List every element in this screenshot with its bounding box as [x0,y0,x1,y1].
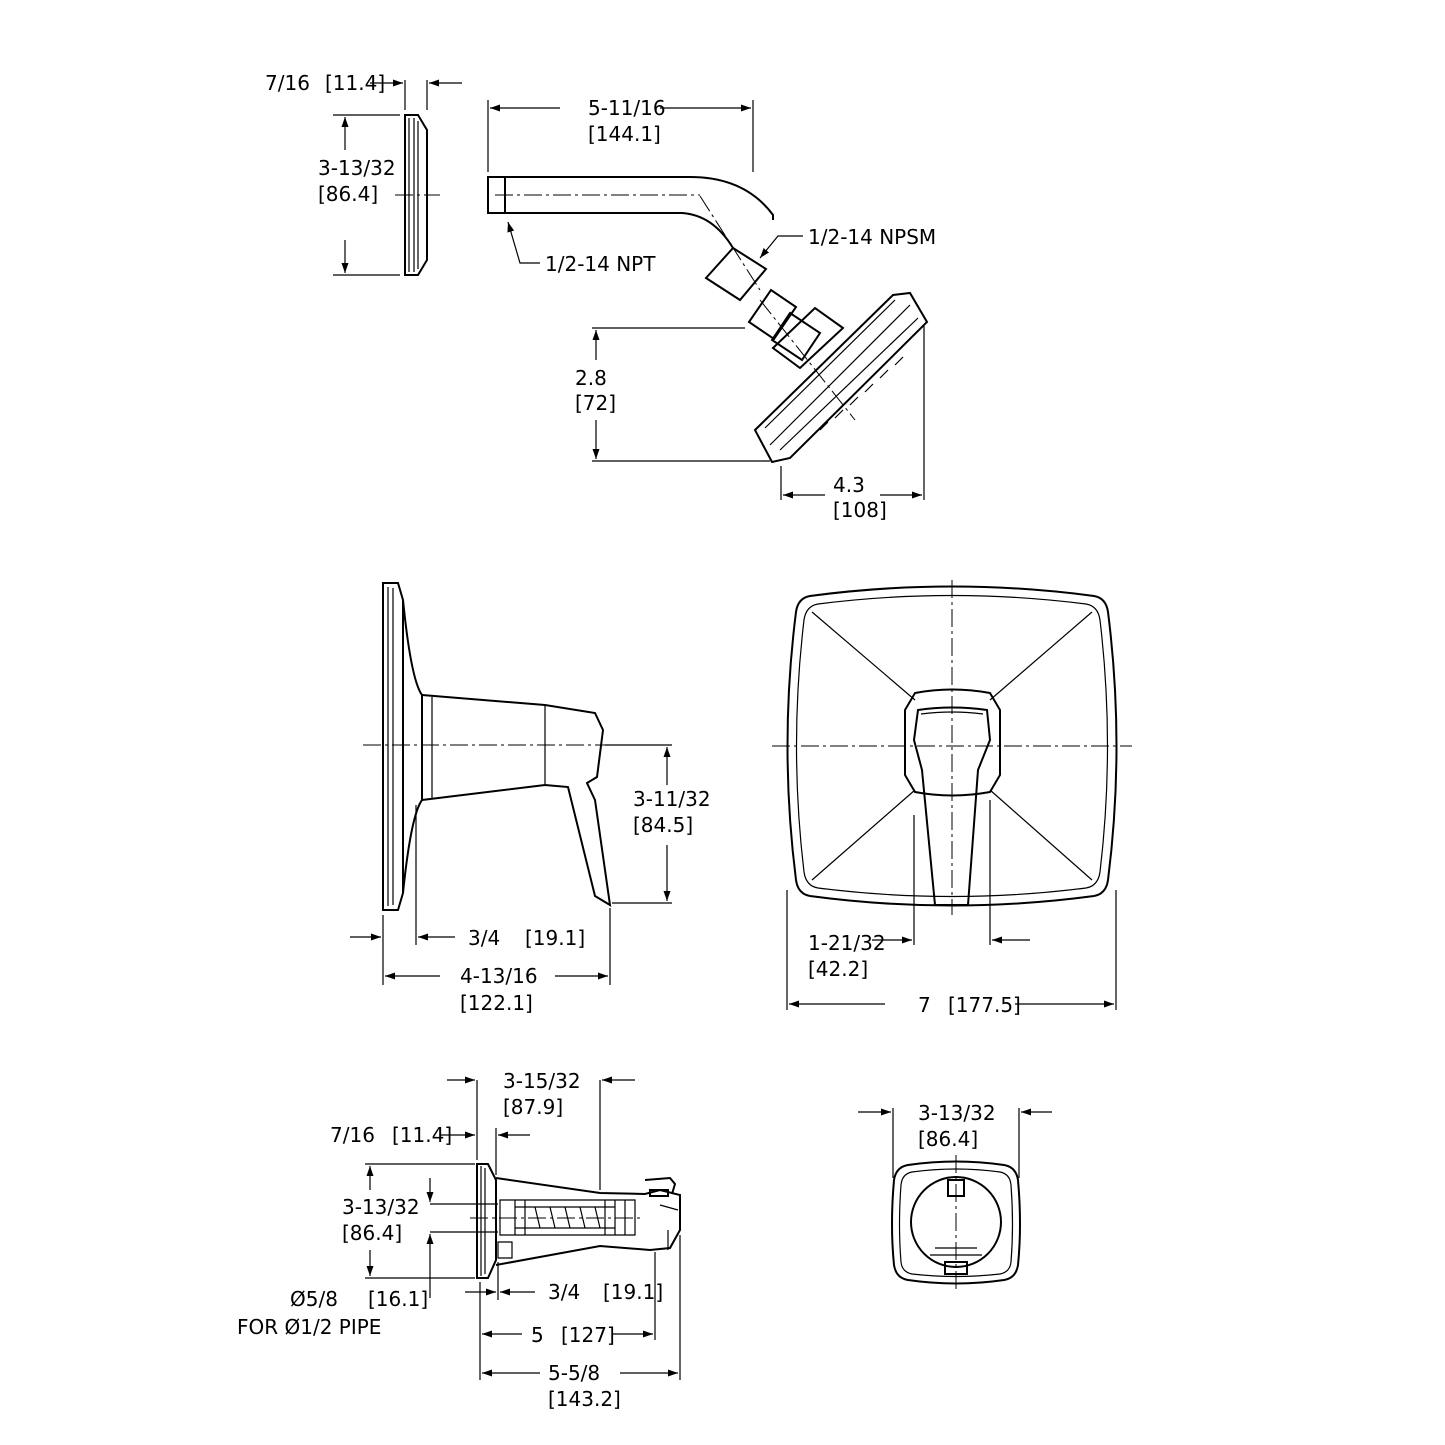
spout-reach-mm-label: [127] [561,1323,615,1347]
outlet-thread-label: 1/2-14 NPSM [808,225,937,249]
spout-flange-height-mm-label: [86.4] [342,1221,403,1245]
rear-width-label: 3-13/32 [918,1101,996,1125]
pipe-insert-label: 3/4 [548,1280,581,1304]
projection-mm-label: [122.1] [460,991,533,1015]
handle-height-mm-label: [84.5] [633,813,694,837]
spout-body-length-mm-label: [87.9] [503,1095,564,1119]
spout-flange-depth-mm-label: [11.4] [392,1123,453,1147]
spout-reach-label: 5 [531,1323,544,1347]
spout-body-length-label: 3-15/32 [503,1069,581,1093]
inlet-thread-label: 1/2-14 NPT [545,252,656,276]
spout-overall-mm-label: [143.2] [548,1387,621,1411]
flange-depth-label: 7/16 [265,71,310,95]
head-height-label: 2.8 [575,366,607,390]
flange-depth-mm-label: [11.4] [325,71,386,95]
pipe-od-label: Ø5/8 [290,1287,338,1311]
offset-mm-label: [19.1] [525,926,586,950]
shower-head [592,290,927,500]
head-face-mm-label: [108] [833,498,887,522]
plate-width-mm-label: [177.5] [948,993,1021,1017]
projection-label: 4-13/16 [460,964,538,988]
offset-label: 3/4 [468,926,501,950]
valve-trim-side-view [350,583,672,985]
spout-flange-depth-label: 7/16 [330,1123,375,1147]
pipe-od-mm-label: [16.1] [368,1287,429,1311]
plate-width-label: 7 [918,993,931,1017]
handle-width-mm-label: [42.2] [808,957,869,981]
handle-height-label: 3-11/32 [633,787,711,811]
arm-length-mm-label: [144.1] [588,122,661,146]
spout-flange-height-label: 3-13/32 [342,1195,420,1219]
handle-width-label: 1-21/32 [808,931,886,955]
pipe-note-label: FOR Ø1/2 PIPE [237,1315,382,1339]
head-height-mm-label: [72] [575,391,617,415]
pipe-insert-mm-label: [19.1] [603,1280,664,1304]
rear-width-mm-label: [86.4] [918,1127,979,1151]
arm-length-label: 5-11/16 [588,96,666,120]
head-face-label: 4.3 [833,473,865,497]
spout-overall-label: 5-5/8 [548,1361,601,1385]
flange-diameter-label: 3-13/32 [318,156,396,180]
flange-diameter-mm-label: [86.4] [318,182,379,206]
